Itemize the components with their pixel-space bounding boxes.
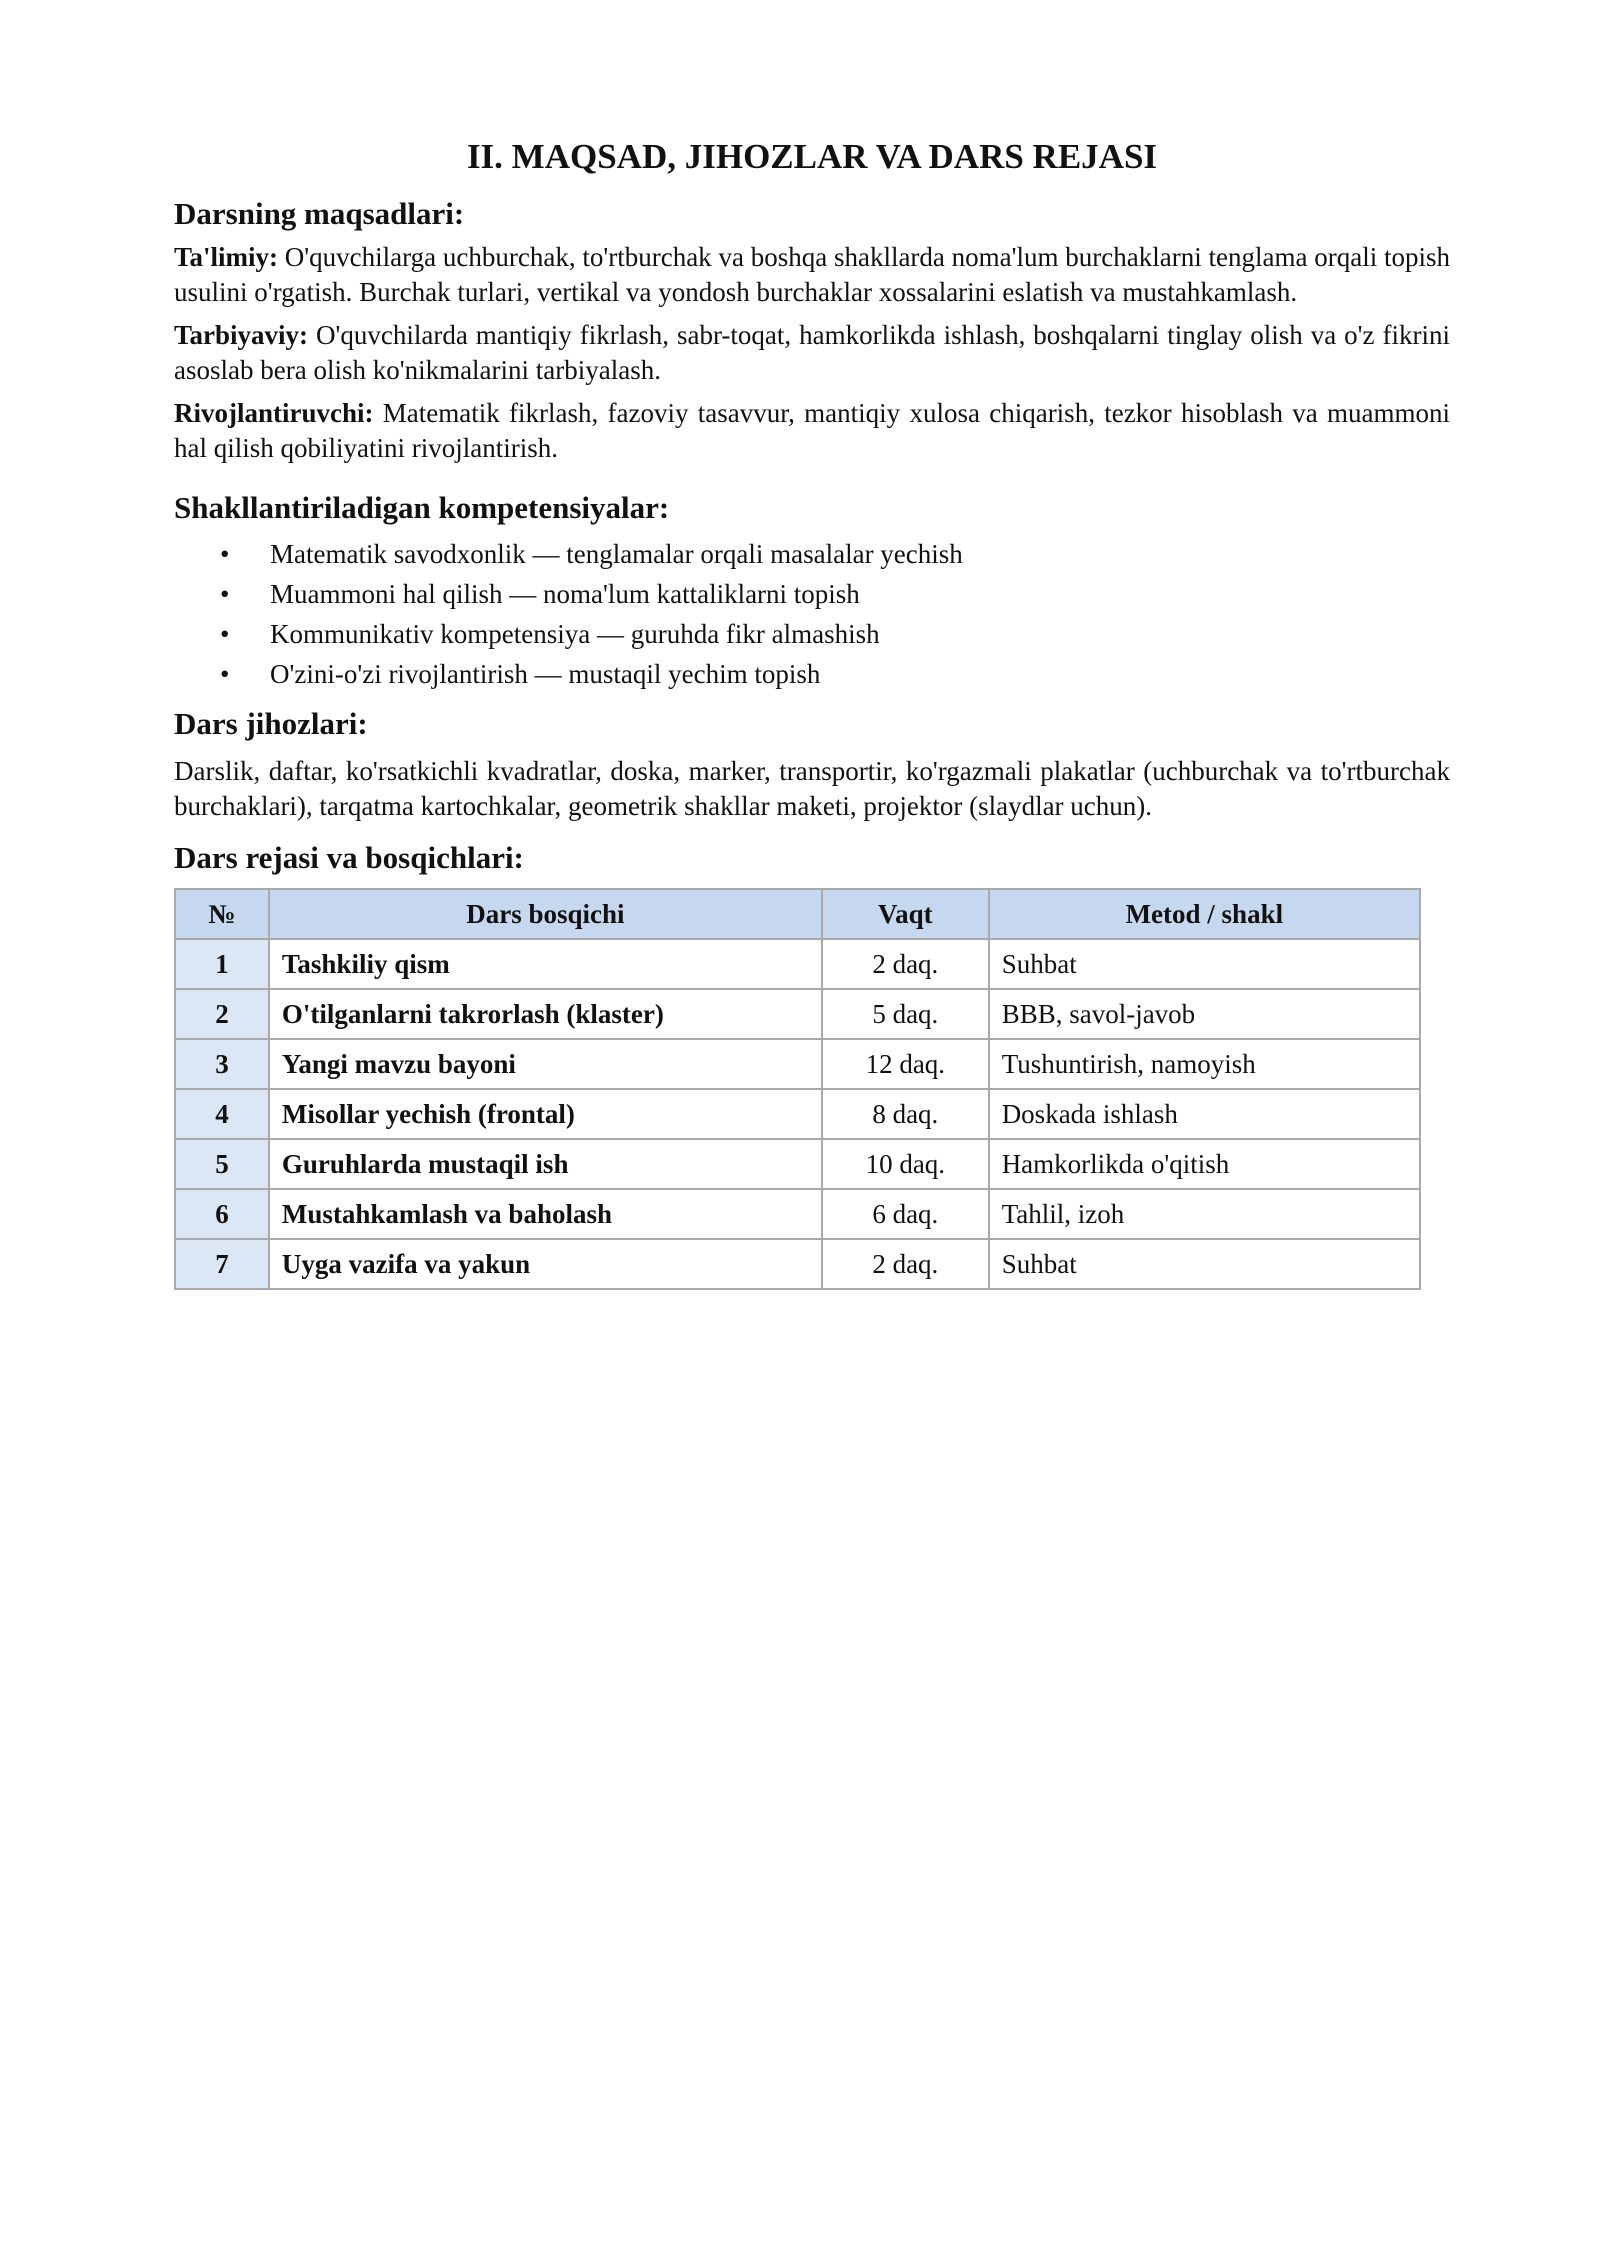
row-number: 2	[175, 989, 269, 1039]
goal-text: O'quvchilarga uchburchak, to'rtburchak va boshqa shakllarda noma'lum burchaklarni tenglama orqali topish usulini o'rgatish. Burchak turlari, vertikal va yondosh burchaklar xossalarini eslatish va mustahkamlash.	[174, 242, 1450, 307]
row-time: 6 daq.	[822, 1189, 989, 1239]
bullet-icon: •	[220, 619, 230, 649]
list-item	[174, 574, 1450, 614]
row-number: 3	[175, 1039, 269, 1089]
row-time: 5 daq.	[822, 989, 989, 1039]
table-row	[175, 1139, 1420, 1189]
row-number: 1	[175, 939, 269, 989]
column-header-time: Vaqt	[822, 889, 989, 939]
competencies-heading: Shakllantiriladigan kompetensiyalar:	[174, 490, 670, 525]
row-stage: Guruhlarda mustaqil ish	[269, 1139, 822, 1189]
table-row	[175, 1039, 1420, 1089]
goal-upbringing	[174, 318, 1450, 388]
row-time: 2 daq.	[822, 939, 989, 989]
row-number: 5	[175, 1139, 269, 1189]
row-time: 12 daq.	[822, 1039, 989, 1089]
list-item	[174, 534, 1450, 574]
bullet-icon: •	[220, 579, 230, 609]
table-row	[175, 989, 1420, 1039]
column-header-number: №	[175, 889, 269, 939]
row-method: Hamkorlikda o'qitish	[989, 1139, 1420, 1189]
page-content	[174, 128, 1450, 1290]
equipment-text: Darslik, daftar, ko'rsatkichli kvadratlar, doska, marker, transportir, ko'rgazmali plakatlar (uchburchak va to'rtburchak burchaklari), tarqatma kartochkalar, geometrik shakllar maketi, projektor (slaydlar uchun).	[174, 756, 1450, 821]
row-method: Suhbat	[989, 939, 1420, 989]
column-header-method: Metod / shakl	[989, 889, 1420, 939]
row-method: Doskada ishlash	[989, 1089, 1420, 1139]
goals-heading: Darsning maqsadlari:	[174, 196, 465, 231]
table-row	[175, 1239, 1420, 1289]
row-method: BBB, savol-javob	[989, 989, 1420, 1039]
table-row	[175, 939, 1420, 989]
list-item-text: Matematik savodxonlik — tenglamalar orqali masalalar yechish	[270, 539, 963, 569]
row-time: 10 daq.	[822, 1139, 989, 1189]
row-number: 6	[175, 1189, 269, 1239]
row-method: Suhbat	[989, 1239, 1420, 1289]
bullet-icon: •	[220, 659, 230, 689]
row-time: 8 daq.	[822, 1089, 989, 1139]
row-stage: O'tilganlarni takrorlash (klaster)	[269, 989, 822, 1039]
goal-label: Tarbiyaviy:	[174, 320, 309, 350]
list-item-text: Kommunikativ kompetensiya — guruhda fikr almashish	[270, 619, 880, 649]
table-header-row	[175, 889, 1420, 939]
goal-developmental	[174, 396, 1450, 466]
row-stage: Misollar yechish (frontal)	[269, 1089, 822, 1139]
row-number: 4	[175, 1089, 269, 1139]
bullet-icon: •	[220, 539, 230, 569]
lesson-plan-table	[174, 888, 1421, 1290]
table-row	[175, 1089, 1420, 1139]
competencies-list	[174, 534, 1450, 694]
row-stage: Tashkiliy qism	[269, 939, 822, 989]
table-row	[175, 1189, 1420, 1239]
list-item	[174, 614, 1450, 654]
list-item-text: O'zini-o'zi rivojlantirish — mustaqil yechim topish	[270, 659, 821, 689]
goal-text: Matematik fikrlash, fazoviy tasavvur, mantiqiy xulosa chiqarish, tezkor hisoblash va muammoni hal qilish qobiliyatini rivojlantirish.	[174, 398, 1450, 463]
row-number: 7	[175, 1239, 269, 1289]
plan-heading: Dars rejasi va bosqichlari:	[174, 840, 524, 875]
page-title: II. MAQSAD, JIHOZLAR VA DARS REJASI	[466, 137, 1158, 176]
row-stage: Yangi mavzu bayoni	[269, 1039, 822, 1089]
column-header-stage: Dars bosqichi	[269, 889, 822, 939]
row-stage: Uyga vazifa va yakun	[269, 1239, 822, 1289]
list-item	[174, 654, 1450, 694]
goal-text: O'quvchilarda mantiqiy fikrlash, sabr-toqat, hamkorlikda ishlash, boshqalarni tinglay olish va o'z fikrini asoslab bera olish ko'nikmalarini tarbiyalash.	[174, 320, 1450, 385]
row-time: 2 daq.	[822, 1239, 989, 1289]
row-method: Tushuntirish, namoyish	[989, 1039, 1420, 1089]
equipment-heading: Dars jihozlari:	[174, 706, 368, 741]
list-item-text: Muammoni hal qilish — noma'lum kattaliklarni topish	[270, 579, 860, 609]
goal-educational	[174, 240, 1450, 310]
row-stage: Mustahkamlash va baholash	[269, 1189, 822, 1239]
goal-label: Ta'limiy:	[174, 242, 279, 272]
row-method: Tahlil, izoh	[989, 1189, 1420, 1239]
goal-label: Rivojlantiruvchi:	[174, 398, 374, 428]
